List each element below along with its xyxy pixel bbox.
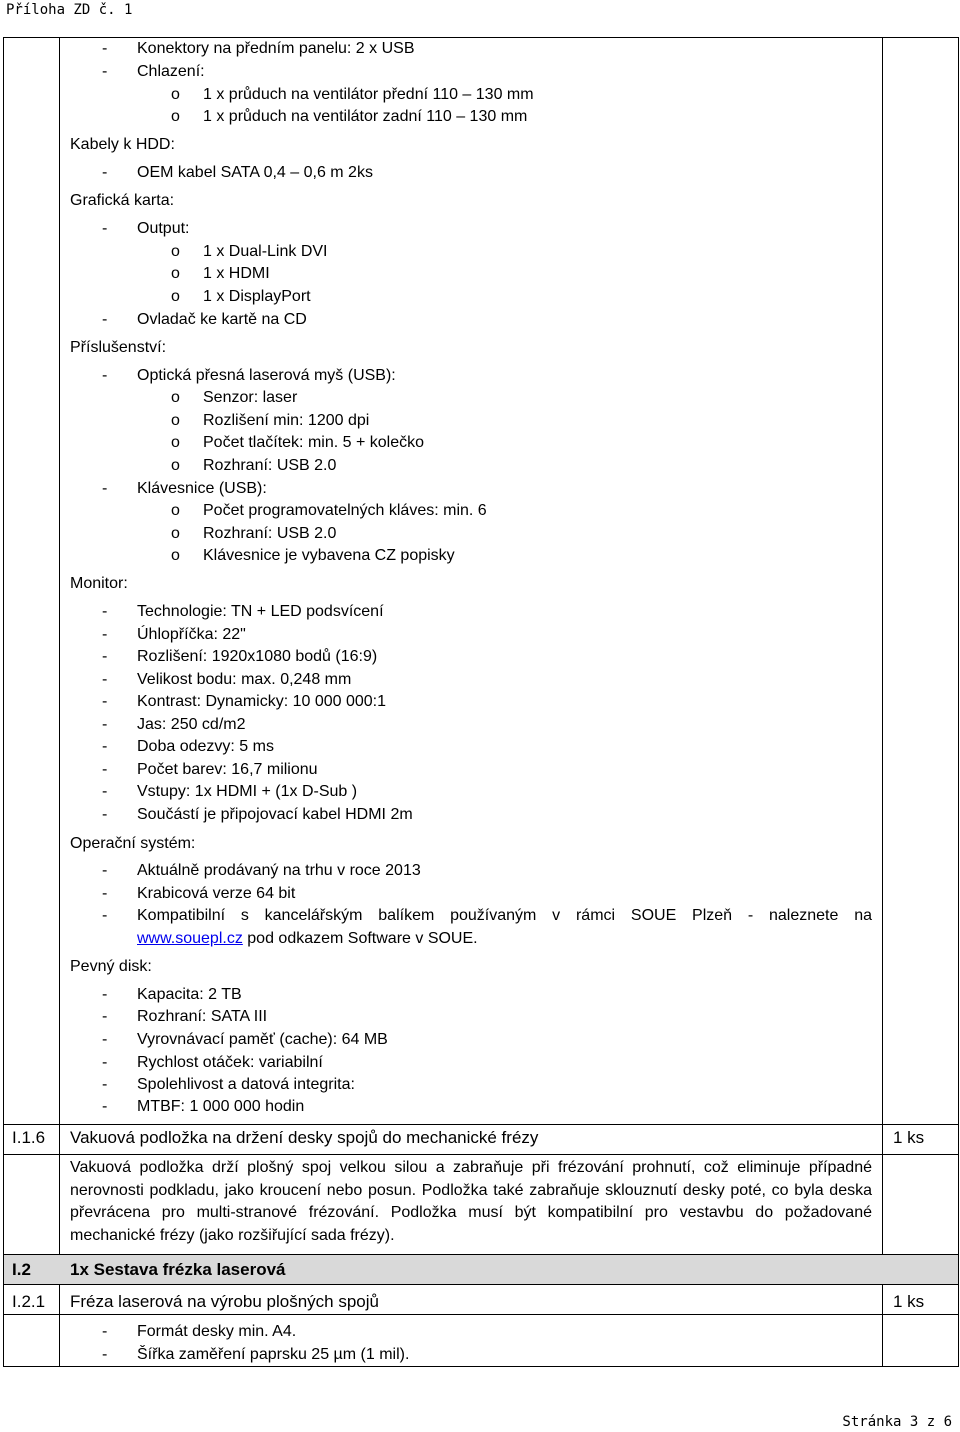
list-dash: - [102, 738, 108, 755]
list-item: Chlazení: [137, 63, 205, 80]
list-item: Rozhraní: SATA III [137, 1008, 268, 1025]
row-border [3, 1314, 959, 1315]
list-dash: - [102, 63, 108, 80]
list-dash: - [102, 1076, 108, 1093]
section-title: Pevný disk: [70, 958, 152, 975]
list-dash: - [102, 603, 108, 620]
list-dash: - [102, 1098, 108, 1115]
list-item: Krabicová verze 64 bit [137, 885, 296, 902]
sub-bullet: o [171, 525, 180, 542]
list-dash: - [102, 761, 108, 778]
sub-bullet: o [171, 547, 180, 564]
table-left-border [3, 37, 4, 1367]
list-dash: - [102, 907, 108, 924]
list-dash: - [102, 220, 108, 237]
sub-bullet: o [171, 412, 180, 429]
list-item: Vyrovnávací paměť (cache): 64 MB [137, 1031, 388, 1048]
list-item: Rychlost otáček: variabilní [137, 1054, 323, 1071]
table-top-border [3, 37, 959, 38]
list-dash: - [102, 693, 108, 710]
page-header: Příloha ZD č. 1 [6, 2, 133, 18]
sub-bullet: o [171, 502, 180, 519]
row-border [3, 1154, 959, 1155]
list-dash: - [102, 1054, 108, 1071]
list-item: Output: [137, 220, 190, 237]
section-title: Monitor: [70, 575, 128, 592]
sub-bullet: o [171, 265, 180, 282]
list-item: MTBF: 1 000 000 hodin [137, 1098, 305, 1115]
row-border [3, 1254, 959, 1255]
list-dash: - [102, 311, 108, 328]
sub-bullet: o [171, 389, 180, 406]
sub-bullet: o [171, 288, 180, 305]
list-dash: - [102, 1323, 108, 1340]
link-suffix-text: pod odkazem Software v SOUE. [242, 930, 478, 947]
section-title: Operační systém: [70, 835, 196, 852]
souepl-link[interactable]: www.souepl.cz [137, 930, 243, 947]
list-dash: - [102, 1346, 108, 1363]
section-number: I.2 [12, 1260, 31, 1279]
list-item: Klávesnice (USB): [137, 480, 267, 497]
sub-item: Rozhraní: USB 2.0 [203, 457, 337, 474]
col-divider-2 [882, 37, 883, 1254]
list-dash: - [102, 40, 108, 57]
col-divider-1b [59, 1284, 60, 1367]
table-right-border [958, 37, 959, 1367]
sub-bullet: o [171, 86, 180, 103]
list-item-continuation [137, 929, 478, 949]
list-item: Formát desky min. A4. [137, 1323, 297, 1340]
section-title: 1x Sestava frézka laserová [70, 1260, 286, 1279]
list-dash: - [102, 885, 108, 902]
sub-item: 1 x průduch na ventilátor přední 110 – 130 mm [203, 86, 534, 103]
sub-item: 1 x HDMI [203, 265, 270, 282]
list-dash: - [102, 862, 108, 879]
list-item: Počet barev: 16,7 milionu [137, 761, 318, 778]
sub-item: Počet tlačítek: min. 5 + kolečko [203, 434, 424, 451]
sub-item: Počet programovatelných kláves: min. 6 [203, 502, 487, 519]
list-dash: - [102, 648, 108, 665]
list-item: Kontrast: Dynamicky: 10 000 000:1 [137, 693, 387, 710]
list-dash: - [102, 671, 108, 688]
list-item: Vstupy: 1x HDMI + (1x D-Sub ) [137, 783, 358, 800]
sub-item: Rozhraní: USB 2.0 [203, 525, 337, 542]
row-number: I.1.6 [12, 1128, 46, 1147]
row-title: Vakuová podložka na držení desky spojů do mechanické frézy [70, 1128, 539, 1147]
list-item: Optická přesná laserová myš (USB): [137, 367, 396, 384]
sub-item: 1 x Dual-Link DVI [203, 243, 328, 260]
list-dash: - [102, 626, 108, 643]
list-item: Jas: 250 cd/m2 [137, 716, 246, 733]
list-dash: - [102, 480, 108, 497]
list-dash: - [102, 783, 108, 800]
list-dash: - [102, 986, 108, 1003]
section-title: Grafická karta: [70, 192, 175, 209]
list-item: Doba odezvy: 5 ms [137, 738, 274, 755]
sub-item: Senzor: laser [203, 389, 298, 406]
list-item: Rozlišení: 1920x1080 bodů (16:9) [137, 648, 378, 665]
list-item: Ovladač ke kartě na CD [137, 311, 307, 328]
sub-item: 1 x průduch na ventilátor zadní 110 – 130 mm [203, 108, 528, 125]
list-dash: - [102, 806, 108, 823]
list-dash: - [102, 1008, 108, 1025]
list-item: Součástí je připojovací kabel HDMI 2m [137, 806, 413, 823]
sub-item: Rozlišení min: 1200 dpi [203, 412, 370, 429]
list-dash: - [102, 716, 108, 733]
row-border [3, 1284, 959, 1285]
row-description: Vakuová podložka drží plošný spoj velkou silou a zabraňuje při frézování prohnutí, což eliminuje případné nerovnosti podkladu, jako kroucení nebo posun. Podložka také zabraňuje sklouznutí desky poté, co byla deska převrácena pro multi-stranové frézování. Podložka musí být kompatibilní pro vestavbu do požadované mechanické frézy (jako rozšiřující sada frézy). [70, 1159, 872, 1244]
table-bottom-border [3, 1366, 959, 1367]
row-title: Fréza laserová na výrobu plošných spojů [70, 1292, 379, 1311]
row-quantity: 1 ks [893, 1128, 925, 1147]
col-divider-1 [59, 37, 60, 1254]
list-dash: - [102, 367, 108, 384]
list-item: Aktuálně prodávaný na trhu v roce 2013 [137, 862, 421, 879]
page-footer: Stránka 3 z 6 [842, 1414, 952, 1430]
sub-item: 1 x DisplayPort [203, 288, 311, 305]
sub-bullet: o [171, 243, 180, 260]
row-border [3, 1124, 959, 1125]
list-item: OEM kabel SATA 0,4 – 0,6 m 2ks [137, 164, 373, 181]
list-item: Šířka zaměření paprsku 25 µm (1 mil). [137, 1346, 410, 1363]
section-title: Příslušenství: [70, 339, 167, 356]
list-item: Technologie: TN + LED podsvícení [137, 603, 384, 620]
sub-item: Klávesnice je vybavena CZ popisky [203, 547, 455, 564]
list-dash: - [102, 164, 108, 181]
list-item: Konektory na předním panelu: 2 x USB [137, 40, 415, 57]
list-item: Úhlopříčka: 22" [137, 626, 246, 643]
list-item: Kapacita: 2 TB [137, 986, 242, 1003]
list-dash: - [102, 1031, 108, 1048]
sub-bullet: o [171, 108, 180, 125]
list-item: Velikost bodu: max. 0,248 mm [137, 671, 352, 688]
row-quantity: 1 ks [893, 1292, 925, 1311]
row-number: I.2.1 [12, 1292, 46, 1311]
sub-bullet: o [171, 434, 180, 451]
list-item: Spolehlivost a datová integrita: [137, 1076, 355, 1093]
sub-bullet: o [171, 457, 180, 474]
list-item: Kompatibilní s kancelářským balíkem používaným v rámci SOUE Plzeň - naleznete na [137, 907, 872, 924]
section-title: Kabely k HDD: [70, 136, 175, 153]
col-divider-2b [882, 1284, 883, 1367]
